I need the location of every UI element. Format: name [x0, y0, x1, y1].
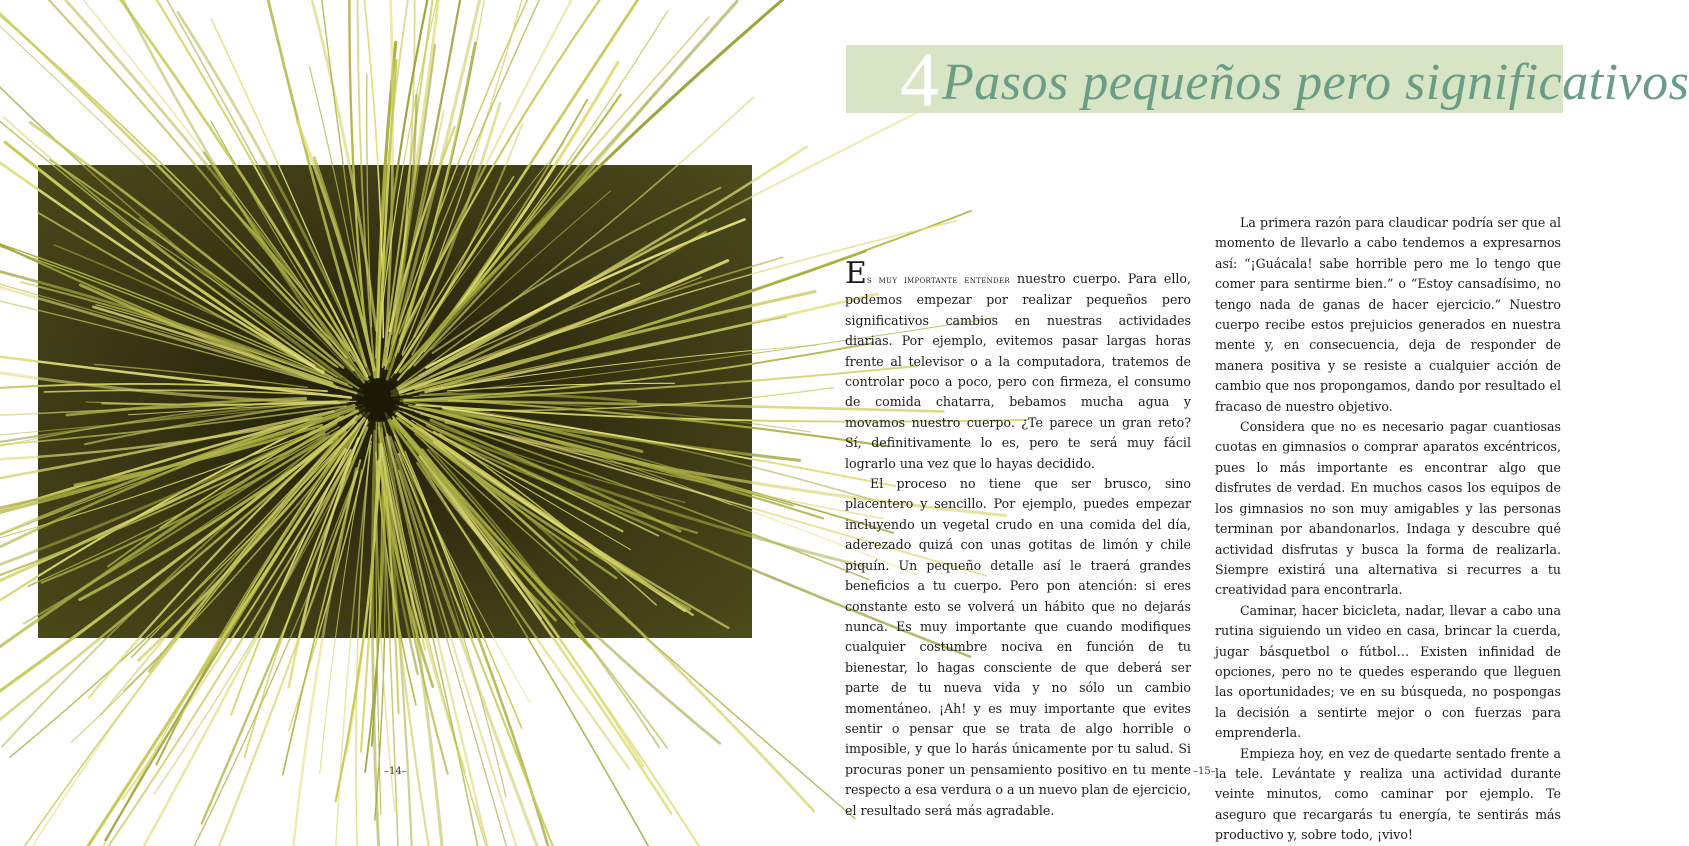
paragraph [845, 264, 1191, 474]
paragraph: La primera razón para claudicar podría ser que al momento de llevarlo a cabo tendemos a expresarnos así: “¡Guácala! sabe horrible pero me lo tengo que comer para sentirme bien.” o “Estoy cansadísimo, no tengo nada de ganas de hacer ejercicio.” Nuestro cuerpo recibe estos prejuicios generados en nuestra mente y, en consecuencia, deja de responder de manera positiva y se resiste a cualquier acción de cambio que nos propongamos, dando por resultado el fracaso de nuestro objetivo. [1215, 213, 1561, 417]
paragraph-text: nuestro cuerpo. Para ello, podemos empezar por realizar pequeños pero significativos cambios en nuestras actividades diarias. Por ejemplo, evitemos pasar largas horas frente al televisor o a la computadora, tratemos de controlar poco a poco, pero con firmeza, el consumo de comida chatarra, bebamos mucha agua y movamos nuestro cuerpo. ¿Te parece un gran reto? Sí, definitivamente lo es, pero te será muy fácil lograrlo una vez que lo hayas decidido. [845, 271, 1191, 471]
paragraph: Empieza hoy, en vez de quedarte sentado frente a la tele. Levántate y realiza una actividad durante veinte minutos, como caminar por ejemplo. Te aseguro que recargarás tu energía, te sentirás más productivo y, sobre todo, ¡vivo! [1215, 744, 1561, 846]
paragraph: Considera que no es necesario pagar cuantiosas cuotas en gimnasios o comprar aparatos excéntricos, pues lo más importante es encontrar algo que disfrutes de verdad. En muchos casos los equipos de los gimnasios no son muy amigables y las personas terminan por abandonarlos. Indaga y descubre qué actividad disfrutas y busca la forma de realizarla. Siempre existirá una alternativa si recurres a tu creatividad para encontrarla. [1215, 417, 1561, 601]
chapter-title: Pasos pequeños pero significativos [942, 48, 1567, 118]
text-column-right [1215, 213, 1561, 846]
plant-photo-image [38, 165, 752, 638]
page-number-left: –14– [384, 766, 407, 777]
text-column-left [845, 264, 1191, 821]
chapter-number: 4 [900, 40, 939, 120]
paragraph: Caminar, hacer bicicleta, nadar, llevar a cabo una rutina siguiendo un video en casa, brincar la cuerda, jugar básquetbol o fútbol… Existen infinidad de opciones, pero no te quedes esperando que lleguen las oportunidades; ve en su búsqueda, no pospongas la decisión a sentirte mejor o con fuerzas para emprenderla. [1215, 601, 1561, 744]
lead-in-small-caps: s muy importante entender [867, 274, 1010, 286]
plant-center [356, 378, 400, 422]
paragraph: El proceso no tiene que ser brusco, sino placentero y sencillo. Por ejemplo, puedes empezar incluyendo un vegetal crudo en una comida del día, aderezado quizá con unas gotitas de limón y chile piquín. Un pequeño detalle así le traerá grandes beneficios a tu cuerpo. Pero pon atención: si eres constante esto se volverá un hábito que no dejarás nunca. Es muy importante que cuando modifiques cualquier costumbre nociva en función de tu bienestar, lo hagas consciente de que deberá ser parte de tu nueva vida y no sólo un cambio momentáneo. ¡Ah! y es muy importante que evites sentir o pensar que se trata de algo horrible o imposible, y que lo harás únicamente por tu salud. Si procuras poner un pensamiento positivo en tu mente respecto a esa verdura o a un nuevo plan de ejercicio, el resultado será más agradable. [845, 474, 1191, 821]
plant-photo [38, 165, 752, 638]
page-number-right: –15– [1193, 766, 1216, 777]
left-page [0, 0, 800, 800]
drop-cap: E [845, 256, 867, 291]
